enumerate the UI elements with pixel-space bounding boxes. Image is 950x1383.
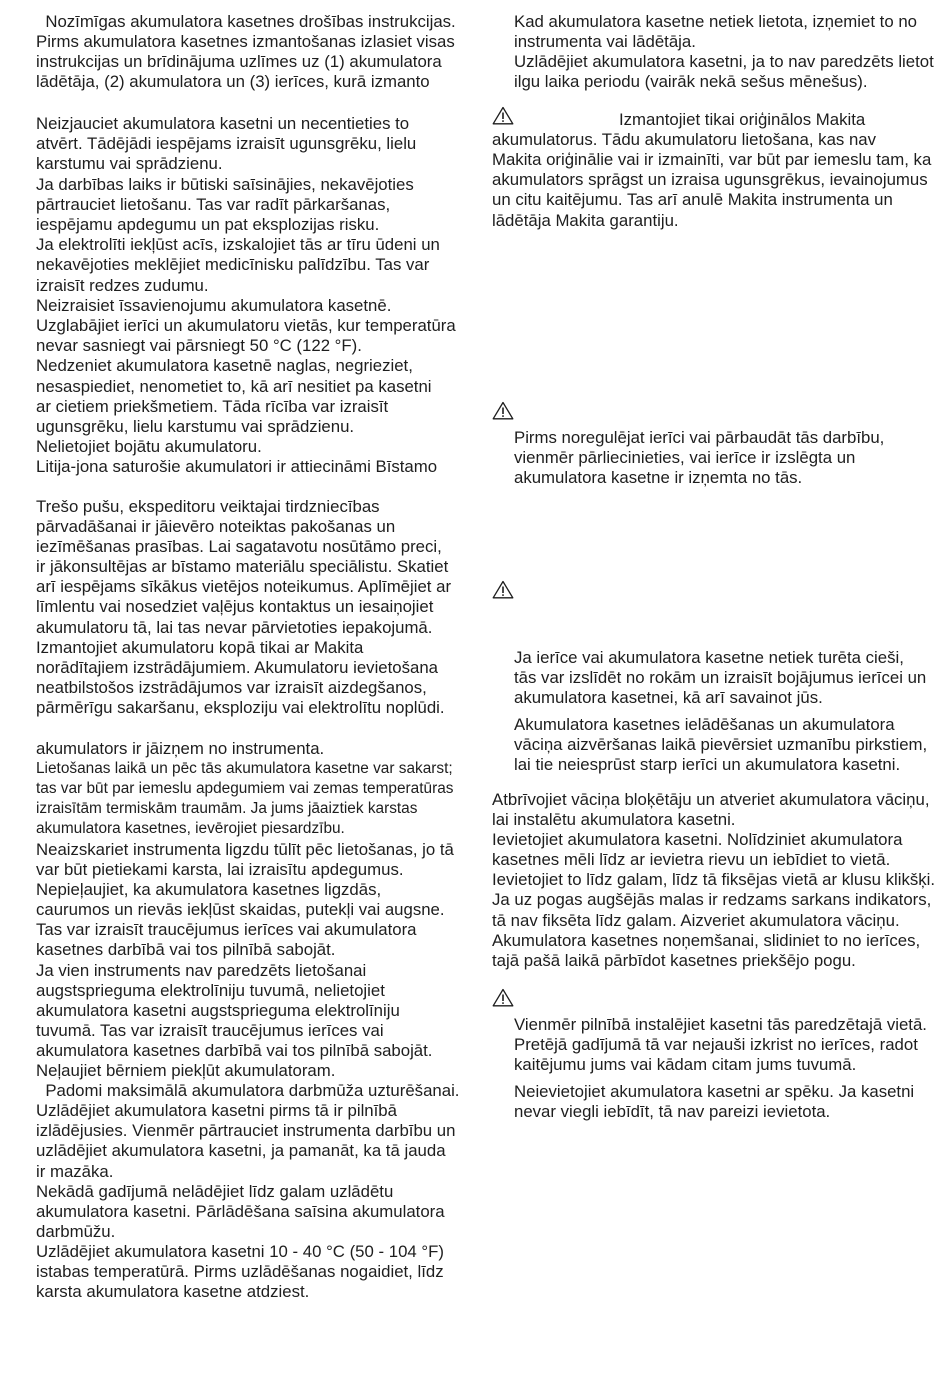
warning-icon	[492, 988, 514, 1007]
safety-rules-paragraph: Neizjauciet akumulatora kasetni un necentieties to atvērt. Tādējādi iespējams izraisīt ugunsgrēku, lielu karstumu vai sprādzienu. Ja darbības laiks ir būtiski saīsinājies, nekavējoties pārtrauciet lietošanu. Tas var radīt pārkaršanas, iespējamu apdegumu un pat eksplozijas risku. Ja elektrolīti iekļūst acīs, izskalojiet tās ar tīru ūdeni un nekavējoties meklējiet medicīnisku palīdzību. Tas var izraisīt redzes zudumu. Neizraisiet īssavienojumu akumulatora kasetnē. Uzglabājiet ierīci un akumulatoru vietās, kur temperatūra nevar sasniegt vai pārsniegt 50 °C (122 °F). Nedzeniet akumulatora kasetnē naglas, negrieziet, nesaspiediet, nenometiet to, kā arī nesitiet pa kasetni ar cietiem priekšmetiem. Tāda rīcība var izraisīt ugunsgrēku, lielu karstumu vai sprādzienu. Nelietojiet bojātu akumulatoru. Litija-jona saturošie akumulatori ir attiecināmi Bīstamo	[36, 114, 456, 477]
install-fully-note: Vienmēr pilnībā instalējiet kasetni tās paredzētajā vietā. Pretējā gadījumā tā var nejauši izkrist no ierīces, radot kaitējumu jums vai kādam citam jums tuvumā.	[514, 1015, 927, 1075]
warning-icon	[492, 401, 514, 420]
hot-cartridge-note: Lietošanas laikā un pēc tās akumulatora kasetne var sakarst; tas var būt par iemeslu apdegumiem vai zemas temperatūras izraisītām termiskām traumām. Ja jums jāaiztiek karstas akumulatora kasetnes, ievērojiet piesardzību.	[36, 760, 454, 838]
no-force-note: Neievietojiet akumulatora kasetni ar spēku. Ja kasetni nevar viegli iebīdīt, tā nav pareizi ievietota.	[514, 1082, 915, 1122]
storage-note: Kad akumulatora kasetne netiek lietota, izņemiet to no instrumenta vai lādētāja. Uzlādējiet akumulatora kasetni, ja to nav paredzēts lietot ilgu laika periodu (vairāk nekā sešus mēnešus).	[514, 12, 934, 92]
genuine-battery-paragraph: akumulatorus. Tādu akumulatoru lietošana, kas nav Makita oriģinālie vai ir izmainīti, var būt par iemeslu tam, ka akumulators sprāgst un izraisa ugunsgrēkus, ievainojumus un citu kaitējumu. Tas arī anulē Makita instrumenta un lādētāja Makita garantiju.	[492, 130, 932, 230]
hold-firmly-note: Ja ierīce vai akumulatora kasetne netiek turēta cieši, tās var izslīdēt no rokām un izraisīt bojājumus ierīcei un akumulatora kasetnei, kā arī savainot jūs.	[514, 648, 927, 708]
install-steps-paragraph: Atbrīvojiet vāciņa bloķētāju un atveriet akumulatora vāciņu, lai instalētu akumulatora kasetni. Ievietojiet akumulatora kasetni. Nolīdziniet akumulatora kasetnes mēli līdz ar ievietra rievu un iebīdiet to vietā. Ievietojiet to līdz galam, līdz tā fiksējas vietā ar klusu klikšķi. Ja uz pogas augšējās malas ir redzams sarkans indikators, tā nav fiksēta līdz galam. Aizveriet akumulatora vāciņu. Akumulatora kasetnes noņemšanai, slidiniet to no ierīces, tajā pašā laikā pārbīdot kasetnes priekšējo pogu.	[492, 790, 936, 970]
safety-instructions-intro: Nozīmīgas akumulatora kasetnes drošības instrukcijas. Pirms akumulatora kasetnes izmantošanas izlasiet visas instrukcijas un brīdinājuma uzlīmes uz (1) akumulatora lādētāja, (2) akumulatora un (3) ierīces, kurā izmanto	[36, 12, 456, 92]
warning-icon	[492, 106, 514, 125]
transport-rules-paragraph: Trešo pušu, ekspeditoru veiktajai tirdzniecības pārvadāšanai ir jāievēro noteiktas pakošanas un iezīmēšanas prasības. Lai sagatavotu nosūtāmo preci, ir jākonsultējas ar bīstamo materiālu speciālistu. Skatiet arī iespējams sīkākus vietējos noteikumus. Aplīmējiet ar līmlentu vai nosedziet vaļējus kontaktus un iesaiņojiet akumulatoru tā, lai tas nevar pārvietoties iepakojumā. Izmantojiet akumulatoru kopā tikai ar Makita norādītajiem izstrādājumiem. Akumulatoru ievietošana neatbilstošos izstrādājumos var izraisīt aizdegšanos, pārmērīgu sakaršanu, eksploziju vai elektrolītu noplūdi.	[36, 497, 452, 717]
mind-fingers-note: Akumulatora kasetnes ielādēšanas un akumulatora vāciņa aizvēršanas laikā pievērsiet uzmanību pirkstiem, lai tie neiesprūst starp ierīci un akumulatora kasetni.	[514, 715, 928, 775]
removal-note: akumulators ir jāizņem no instrumenta.	[36, 739, 325, 758]
usage-and-tips-paragraph: Neaizskariet instrumenta ligzdu tūlīt pēc lietošanas, jo tā var būt pietiekami karsta, lai izraisītu apdegumus. Nepieļaujiet, ka akumulatora kasetnes ligzdās, caurumos un rievās iekļūst skaidas, putekļi vai augsne. Tas var izraisīt traucējumus ierīces vai akumulatora kasetnes darbībā vai tos pilnībā sabojāt. Ja vien instruments nav paredzēts lietošanai augstsprieguma elektrolīniju tuvumā, nelietojiet akumulatora kasetni augstsprieguma elektrolīniju tuvumā. Tas var izraisīt traucējumus ierīces vai akumulatora kasetnes darbībā vai tos pilnībā sabojāt. Neļaujiet bērniem piekļūt akumulatoram. Padomi maksimālā akumulatora darbmūža uzturēšanai. Uzlādējiet akumulatora kasetni pirms tā ir pilnībā izlādējusies. Vienmēr pārtrauciet instrumenta darbību un uzlādējiet akumulatora kasetni, ja pamanāt, ka tā jauda ir mazāka. Nekādā gadījumā nelādējiet līdz galam uzlādētu akumulatora kasetni. Pārlādēšana saīsina akumulatora darbmūžu. Uzlādējiet akumulatora kasetni 10 - 40 °C (50 - 104 °F) istabas temperatūrā. Pirms uzlādēšanas nogaidiet, līdz karsta akumulatora kasetne atdziest.	[36, 840, 460, 1302]
before-adjusting-note: Pirms noregulējat ierīci vai pārbaudāt tās darbību, vienmēr pārliecinieties, vai ierīce ir izslēgta un akumulatora kasetne ir izņemta no tās.	[514, 428, 885, 488]
warning-icon	[492, 580, 514, 599]
genuine-battery-first-line: Izmantojiet tikai oriģinālos Makita	[619, 110, 866, 129]
